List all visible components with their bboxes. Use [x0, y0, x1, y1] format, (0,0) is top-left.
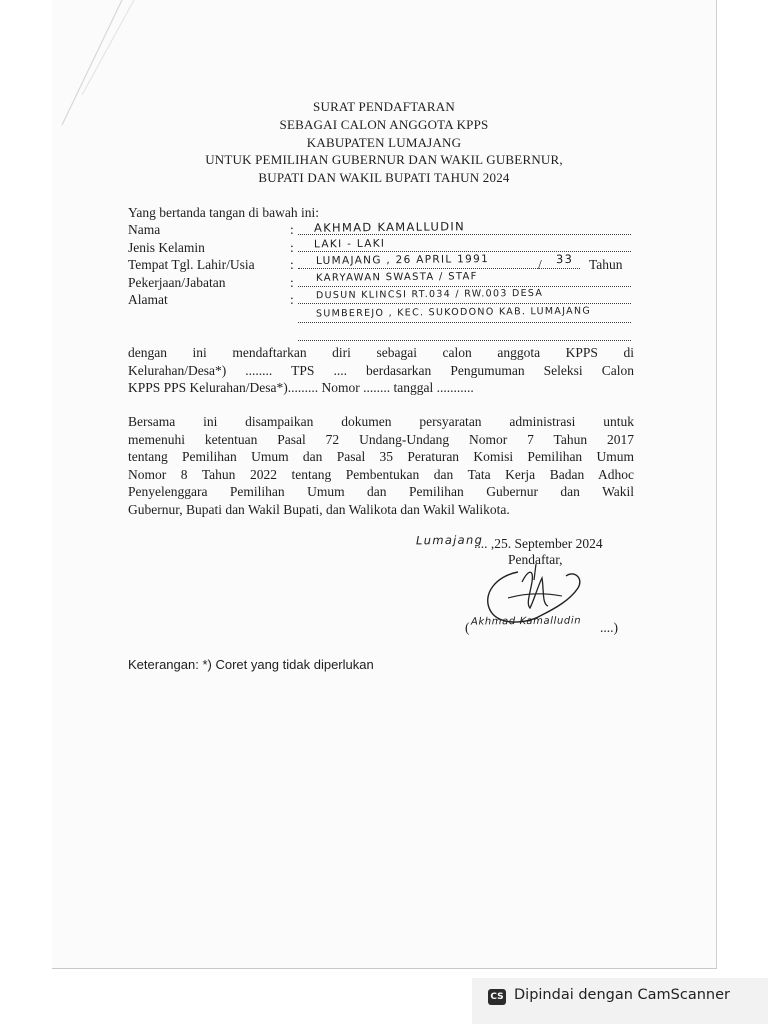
paragraph-1-line: KPPS PPS Kelurahan/Desa*)......... Nomor ........ tanggal ...........: [128, 380, 474, 395]
camscanner-icon: CS: [488, 989, 506, 1005]
title-line-3: KABUPATEN LUMAJANG: [306, 135, 462, 150]
paragraph-2-line: memenuhi ketentuan Pasal 72 Undang-Undang Nomor 7 Tahun 2017: [128, 431, 634, 447]
colon-jenis-kelamin: :: [290, 240, 294, 255]
title-line-2: SEBAGAI CALON ANGGOTA KPPS: [279, 117, 489, 132]
dotted-line-jenis-kelamin: [298, 251, 631, 252]
label-alamat: Alamat: [128, 292, 168, 307]
note-text: Keterangan: *) Coret yang tidak diperlukan: [128, 657, 374, 672]
paragraph-1-line: Kelurahan/Desa*) ........ TPS .... berdasarkan Pengumuman Seleksi Calon: [128, 362, 634, 378]
closing-place: Lumajang: [415, 532, 484, 548]
signer-name: Akhmad Kamalludin: [470, 615, 582, 628]
value-ttl-age: 33: [555, 251, 574, 267]
paragraph-2-line: tentang Pemilihan Umum dan Pasal 35 Peraturan Komisi Pemilihan Umum: [128, 449, 634, 464]
dotted-line-alamat-2: [298, 322, 631, 323]
camscanner-label: Dipindai dengan CamScanner: [514, 987, 731, 1003]
signer-paren-open: (: [465, 620, 470, 635]
intro-text: Yang bertanda tangan di bawah ini:: [128, 205, 319, 220]
closing-role: Pendaftar,: [508, 552, 563, 567]
signer-paren-close: ....): [600, 620, 618, 635]
label-ttl: Tempat Tgl. Lahir/Usia: [128, 257, 255, 272]
value-pekerjaan: KARYAWAN SWASTA / STAF: [315, 271, 478, 284]
paragraph-requirements: [128, 413, 634, 518]
paragraph-2-line: Penyelenggara Pemilihan Umum dan Pemilihan Gubernur dan Wakil: [128, 484, 634, 499]
title-line-5: BUPATI DAN WAKIL BUPATI TAHUN 2024: [258, 170, 510, 185]
colon-alamat: :: [290, 292, 294, 307]
paragraph-1-line: dengan ini mendaftarkan diri sebagai calon anggota KPPS di: [128, 345, 634, 360]
label-nama: Nama: [128, 222, 161, 237]
label-jenis-kelamin: Jenis Kelamin: [128, 240, 205, 255]
value-nama: AKHMAD KAMALLUDIN: [313, 219, 466, 235]
paragraph-registration: [128, 344, 634, 397]
ttl-separator: /: [538, 257, 542, 272]
paragraph-2-line: Gubernur, Bupati dan Wakil Bupati, dan Walikota dan Wakil Walikota.: [128, 501, 510, 517]
paragraph-2-line: Nomor 8 Tahun 2022 tentang Pembentukan dan Tata Kerja Badan Adhoc: [128, 466, 634, 482]
colon-nama: :: [290, 222, 294, 237]
colon-ttl: :: [290, 257, 294, 272]
ttl-unit: Tahun: [589, 257, 623, 272]
colon-pekerjaan: :: [290, 275, 294, 290]
value-alamat-line-1: DUSUN KLINCSI RT.034 / RW.003 DESA: [315, 287, 544, 302]
value-ttl-place-date: LUMAJANG , 26 APRIL 1991: [315, 253, 490, 267]
title-line-1: SURAT PENDAFTARAN: [313, 99, 455, 114]
closing-date: .... ,25. September 2024: [474, 536, 603, 551]
label-pekerjaan: Pekerjaan/Jabatan: [128, 275, 226, 290]
dotted-line-alamat-1: [298, 303, 631, 304]
title-line-4: UNTUK PEMILIHAN GUBERNUR DAN WAKIL GUBERNUR,: [205, 152, 563, 167]
dotted-line-pekerjaan: [298, 286, 631, 287]
dotted-line-alamat-3: [298, 340, 631, 341]
value-alamat-line-2: SUMBEREJO , KEC. SUKODONO KAB. LUMAJANG: [315, 305, 592, 320]
value-jenis-kelamin: LAKI - LAKI: [313, 237, 386, 251]
paragraph-2-line: Bersama ini disampaikan dokumen persyaratan administrasi untuk: [128, 414, 634, 429]
